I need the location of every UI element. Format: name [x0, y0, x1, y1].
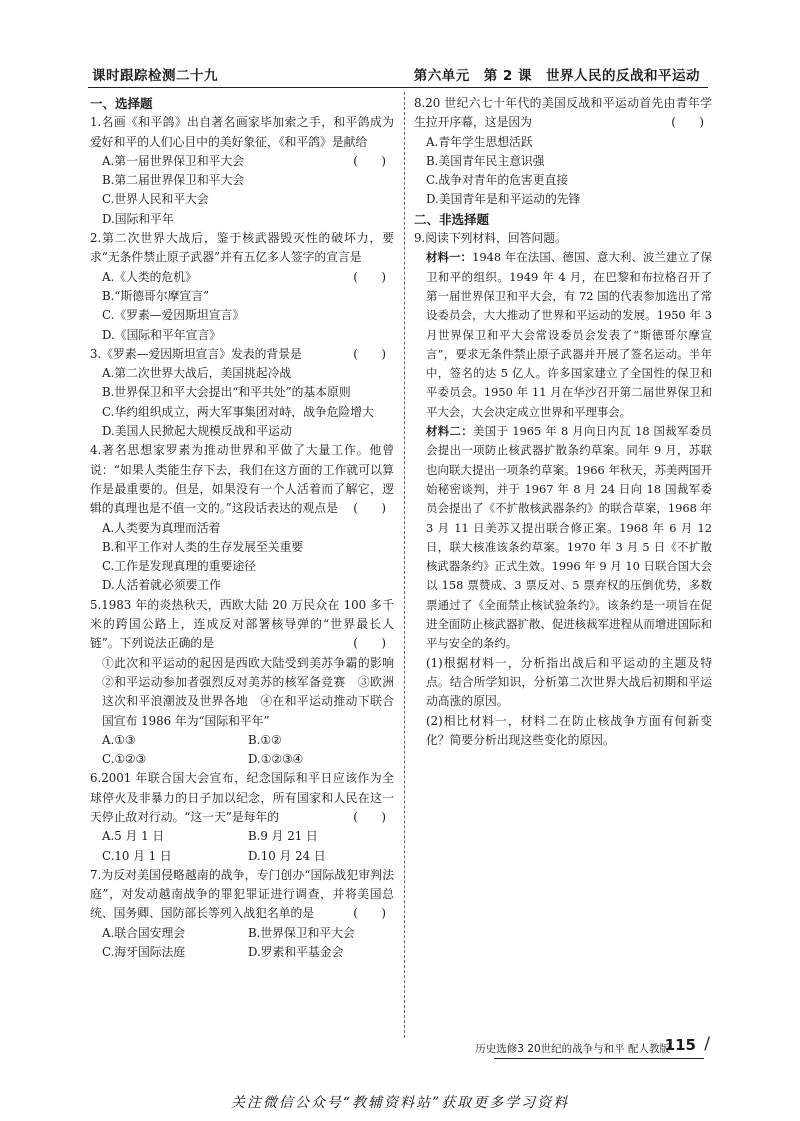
page-number: 115 — [664, 1036, 696, 1054]
section-2-title: 二、非选择题 — [414, 211, 490, 227]
q8-option-c: C.战争对青年的危害更直接 — [426, 173, 569, 188]
question-7 — [90, 866, 394, 962]
q4-option-c: C.工作是发现真理的重要途径 — [102, 559, 256, 574]
q7-options-row-1 — [90, 924, 394, 943]
q5-option-a: A.①③ — [102, 732, 136, 747]
q8-stem: 8.20 世纪六七十年代的美国反战和平运动首先由青年学生拉开序幕，这是因为 — [414, 96, 712, 130]
material-1-text: 1948 年在法国、德国、意大利、波兰建立了保卫和平的组织。1949 年 4 月，在巴黎和布拉格召开了第一届世界保卫和平大会，有 72 国的代表参加选出了常设委员会，大大推动了世界和平运动的发展。1950 年 3 月世界保卫和平大会常设委员会发表了“斯德哥尔摩宣言”，要求无条件禁止原子武器并开展了签名运动。半年中，签名的达 5 亿人。许多国家建立了全国性的保卫和平委员会。1950 年 11 月在华沙召开第二届世界保卫和平大会，大会决定成立世界和平理事会。 — [426, 250, 712, 419]
q6-options-row-1 — [90, 827, 394, 846]
header-left-title: 课时跟踪检测二十九 — [92, 68, 218, 84]
column-divider — [404, 92, 405, 1038]
q1-option-d: D.国际和平年 — [102, 211, 174, 226]
q3-option-a: A.第二次世界大战后，美国挑起冷战 — [102, 366, 292, 381]
right-column — [414, 94, 712, 750]
left-column — [90, 94, 406, 962]
q3-stem: 3.《罗素—爱因斯坦宣言》发表的背景是 — [90, 346, 302, 361]
bottom-promo-note: 关注微信公众号“教辅资料站”获取更多学习资料 — [230, 1095, 570, 1111]
q9-material-2 — [414, 422, 712, 654]
q6-stem: 6.2001 年联合国大会宣布，纪念国际和平日应该作为全球停火及非暴力的日子加以纪念，所有国家和人民在这一天停止敌对行动。“这一天”是每年的 — [90, 771, 394, 824]
q6-answer-paren: ( ) — [353, 809, 386, 824]
footer-rule — [494, 1058, 704, 1059]
q7-stem: 7.为反对美国侵略越南的战争，专门创办“国际战犯审判法庭”，对发动越南战争的罪犯罪证进行调查，并将美国总统、国务卿、国防部长等列入战犯名单的是 — [90, 867, 394, 921]
q2-option-b: B.“斯德哥尔摩宣言” — [102, 288, 210, 303]
q2-option-d: D.《国际和平年宣言》 — [102, 327, 221, 342]
q7-option-d: D.罗素和平基金会 — [248, 945, 344, 960]
q3-option-b: B.世界保卫和平大会提出“和平共处”的基本原则 — [102, 385, 351, 400]
q9-stem: 9.阅读下列材料，回答问题。 — [414, 231, 567, 246]
question-6 — [90, 769, 394, 865]
q1-answer-paren: ( ) — [353, 153, 386, 168]
q2-answer-paren: ( ) — [353, 269, 386, 284]
header-right-title: 第六单元 第 2 课 世界人民的反战和平运动 — [413, 68, 700, 84]
material-2-label: 材料二： — [426, 424, 474, 439]
q4-option-a: A.人类要为真理而活着 — [102, 520, 221, 535]
question-9 — [414, 229, 712, 750]
q9-material-1 — [414, 248, 712, 422]
question-3 — [90, 345, 394, 441]
q8-answer-paren: ( ) — [671, 115, 704, 130]
q3-option-d: D.美国人民掀起大规模反战和平运动 — [102, 424, 292, 439]
q5-options-row-1 — [90, 731, 394, 750]
q4-option-b: B.和平工作对人类的生存发展至关重要 — [102, 539, 304, 554]
q8-option-b: B.美国青年民主意识强 — [426, 153, 545, 168]
q5-options-row-2 — [90, 750, 394, 769]
material-1-label: 材料一： — [426, 250, 473, 265]
q5-statements: ①此次和平运动的起因是西欧大陆受到美苏争霸的影响 ②和平运动参加者强烈反对美苏的核军备竞赛 ③欧洲这次和平浪潮波及世界各地 ④在和平运动推动下联合国宣布 1986 年为“国际和平年” — [102, 655, 406, 728]
q8-option-d: D.美国青年是和平运动的先锋 — [426, 192, 581, 207]
question-4 — [90, 441, 394, 595]
q1-stem: 1.名画《和平鸽》出自著名画家毕加索之手，和平鸽成为爱好和平的人们心目中的美好象征，《和平鸽》是献给 — [90, 115, 394, 149]
q9-subquestion-1: (1)根据材料一，分析指出战后和平运动的主题及特点。结合所学知识，分析第二次世界大战后初期和平运动高涨的原因。 — [426, 655, 712, 709]
q1-option-a: A.第一届世界保卫和平大会 — [102, 153, 245, 168]
q2-option-a: A.《人类的危机》 — [102, 269, 197, 284]
question-1 — [90, 113, 394, 229]
question-5 — [90, 596, 406, 770]
q4-option-d: D.人活着就必须要工作 — [102, 578, 221, 593]
q3-answer-paren: ( ) — [353, 346, 386, 361]
q5-stem: 5.1983 年的炎热秋天，西欧大陆 20 万民众在 100 多千米的跨国公路上，连成反对部署核导弹的“世界最长人链”。下列说法正确的是 — [90, 597, 394, 651]
q2-option-c: C.《罗素—爱因斯坦宣言》 — [102, 308, 245, 323]
page-number-slash: / — [704, 1034, 710, 1054]
q6-options-row-2 — [90, 847, 394, 866]
q7-option-b: B.世界保卫和平大会 — [248, 925, 355, 940]
q6-option-d: D.10 月 24 日 — [248, 848, 326, 863]
question-2 — [90, 229, 394, 345]
q7-answer-paren: ( ) — [353, 906, 386, 921]
q8-option-a: A.青年学生思想活跃 — [426, 134, 533, 149]
q6-option-a: A.5 月 1 日 — [102, 829, 165, 844]
footer-book-info: 历史选修3 20世纪的战争与和平 配人教版 — [475, 1043, 670, 1055]
q6-option-c: C.10 月 1 日 — [102, 848, 172, 863]
q7-option-c: C.海牙国际法庭 — [102, 945, 186, 960]
q5-option-b: B.①② — [248, 732, 282, 747]
q3-option-c: C.华约组织成立，两大军事集团对峙，战争危险增大 — [102, 404, 374, 419]
q4-answer-paren: ( ) — [353, 501, 386, 516]
q5-answer-paren: ( ) — [353, 636, 386, 651]
section-1-title: 一、选择题 — [90, 96, 153, 111]
question-8 — [414, 94, 712, 210]
q9-subquestion-2: (2)相比材料一，材料二在防止核战争方面有何新变化？简要分析出现这些变化的原因。 — [426, 713, 712, 747]
q7-options-row-2 — [90, 943, 394, 962]
q2-stem: 2.第二次世界大战后，鉴于核武器毁灭性的破坏力，要求“无条件禁止原子武器”并有五亿多人签字的宣言是 — [90, 231, 394, 265]
q7-option-a: A.联合国安理会 — [102, 925, 186, 940]
header-rule — [88, 87, 708, 88]
q5-option-d: D.①②③④ — [248, 752, 304, 767]
q4-stem: 4.著名思想家罗素为推动世界和平做了大量工作。他曾说：“如果人类能生存下去，我们在这方面的工作就可以算作是最重要的。但是，如果没有一个人活着而了解它，逻辑的真理也是不值一文的。”这段话表达的观点是 — [90, 443, 394, 516]
q6-option-b: B.9 月 21 日 — [248, 829, 318, 844]
q1-option-c: C.世界人民和平大会 — [102, 192, 209, 207]
q1-option-b: B.第二届世界保卫和平大会 — [102, 173, 245, 188]
material-2-text: 美国于 1965 年 8 月向日内瓦 18 国裁军委员会提出一项防止核武器扩散条约草案。同年 9 月，苏联也向联大提出一项条约草案。1966 年秋天，苏美两国开始秘密谈判，并于 1967 年 8 月 24 日向 18 国裁军委员会提出了《不扩散核武器条约》的联合草案，1968 年 3 月 11 日美苏又提出联合修正案。1968 年 6 月 12 日，联大核准该条约草案。1970 年 3 月 5 日《不扩散核武器条约》正式生效。1996 年 9 月 10 日联合国大会以 158 票赞成、3 票反对、5 票弃权的压倒优势，多数票通过了《全面禁止核试验条约》。该条约是一项旨在促进全面防止核武器扩散、促进核裁军进程从而增进国际和平与安全的条约。 — [426, 424, 712, 651]
q5-option-c: C.①②③ — [102, 752, 147, 767]
